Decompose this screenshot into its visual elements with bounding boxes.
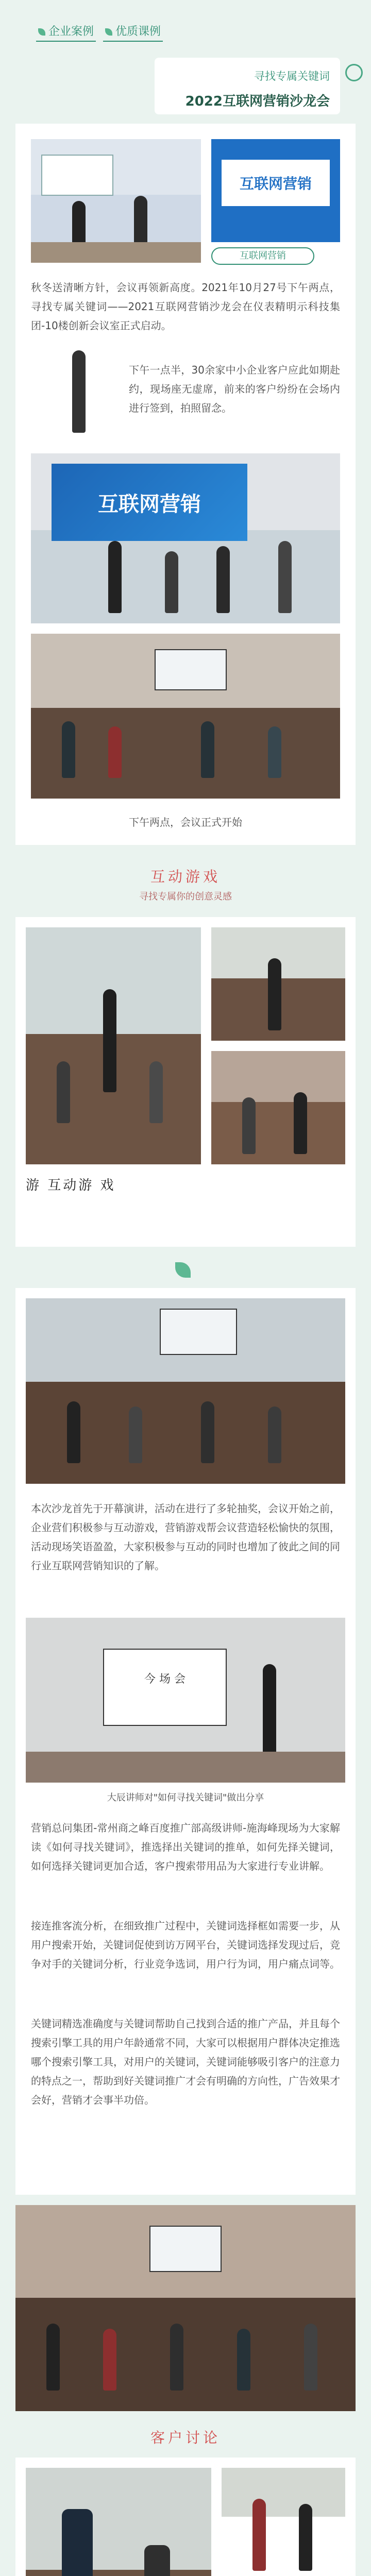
leaf-divider-icon xyxy=(175,1262,191,1278)
brand-logo-icon xyxy=(345,64,363,81)
interaction-photo-2 xyxy=(211,927,345,1041)
hall-banner: 互联网营销 xyxy=(52,464,247,541)
speech-caption: 大辰讲师对"如何寻找关键词"做出分享 xyxy=(107,1792,264,1803)
interaction-photo-label: 游 互动游 戏 xyxy=(26,1178,116,1193)
intro-photo-room xyxy=(31,634,340,799)
intro-paragraph-1: 秋冬送清晰方针，会议再领新高度。2021年10月27号下午两点，寻找专属关键词——2021互联网营销沙龙会在仪表精明示科技集团-10楼创新会议室正式启动。 xyxy=(31,281,340,332)
speech-paragraph-2: 营销总问集团-常州商之峰百度推广部高级讲师-施海峰现场为大家解读《如何寻找关键词》，推选择出关键词的推单，如何先择关键词，如何选择关键词更加合适，客户搜索带用品为大家进行专业讲解。 xyxy=(31,1822,340,1872)
top-tags xyxy=(36,23,163,42)
tag-case[interactable]: 企业案例 xyxy=(36,23,96,42)
speech-paragraph-1: 本次沙龙首先于开幕演讲，活动在进行了多轮抽奖，会议开始之前，企业营们积极参与互动游戏，营销游戏帮会议营造轻松愉快的氛围，活动现场笑语盈盈，大家积极参与互动的同时也增加了彼此之间的同行业互联网营销知识的了解。 xyxy=(31,1502,340,1572)
intro-paragraph-2: 下午一点半，30余家中小企业客户应此如期赴约，现场座无虚席，前来的客户纷纷在会场内进行签到，拍照留念。 xyxy=(129,364,340,414)
decor-figure xyxy=(52,340,113,443)
speech-paragraph-3: 接连推客流分析，在细致推广过程中，关键词选择框如需要一步，从用户搜索开始，关键词促使到访万网平台，关键词选择发现过后，竞争对手的关键词分析，行业竞争选词，用户行为词，用户痛点词等。 xyxy=(31,1920,340,1970)
interaction-photo-3 xyxy=(211,1051,345,1164)
speech-paragraph-4: 关键词精选准确度与关键词帮助自己找到合适的推广产品，并且每个搜索引擎工具的用户年龄通常不同，大家可以根据用户群体决定推选哪个搜索引擎工具，对用户的关键词，关键词能够吸引客户的注意力的特点之一，帮助到好关键词推广才会有明确的方向性，广告效果才会好，营销才会事半功倍。 xyxy=(31,2018,340,2106)
discussion-title: 客户讨论 xyxy=(150,2429,221,2446)
interaction-card xyxy=(15,917,356,1247)
intro-tag-badge: 互联网营销 xyxy=(211,247,314,265)
interaction-title: 互动游戏 寻找专属你的创意灵感 xyxy=(139,868,232,902)
speech-photo-1 xyxy=(26,1298,345,1484)
header-title: 2022互联网营销沙龙会 xyxy=(185,94,330,109)
speech-card xyxy=(15,1288,356,2195)
intro-card xyxy=(15,124,356,845)
leaf-icon xyxy=(105,28,112,36)
header-card xyxy=(155,58,340,114)
banner-text: 互联网营销 xyxy=(222,160,330,206)
intro-photo-left xyxy=(31,139,201,263)
intro-caption: 下午两点，会议正式开始 xyxy=(129,816,242,828)
speech-photo-2: 今 场 会 xyxy=(26,1618,345,1783)
audience-photo xyxy=(15,2205,356,2411)
intro-photo-right xyxy=(211,139,340,242)
discussion-photo-2 xyxy=(222,2468,345,2576)
discussion-photo-1 xyxy=(26,2468,211,2576)
leaf-icon xyxy=(38,28,45,36)
intro-photo-banner xyxy=(31,453,340,623)
interaction-photo-1 xyxy=(26,927,201,1164)
discussion-card xyxy=(15,2458,356,2576)
tag-lesson[interactable]: 优质课例 xyxy=(103,23,163,42)
header-subtitle: 寻找专属关键词 xyxy=(254,70,330,82)
